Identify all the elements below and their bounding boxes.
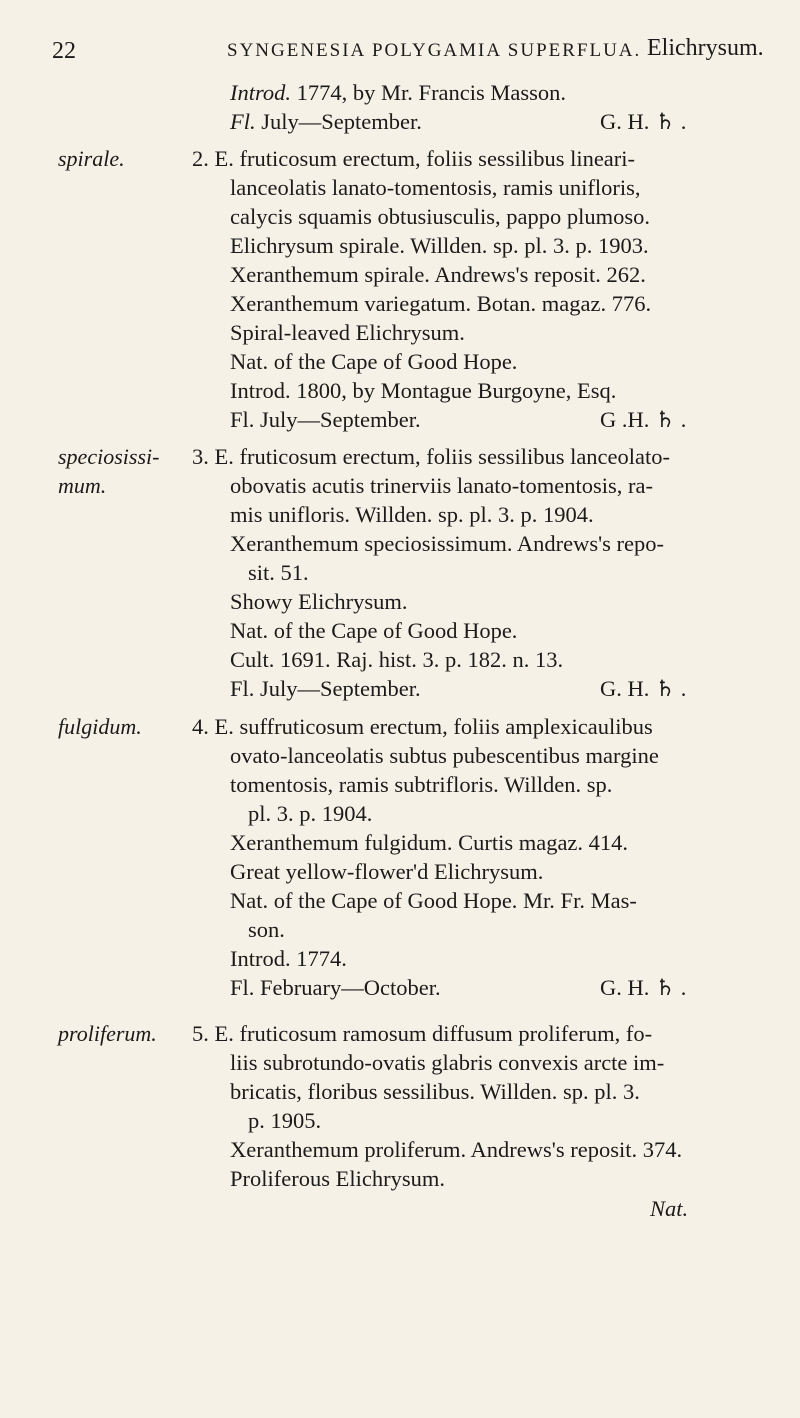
entry-line: Fl. July—September. [230, 407, 421, 432]
entry-line: ovato-lanceolatis subtus pubescentibus margine [230, 743, 659, 768]
entry-line: sit. 51. [248, 560, 309, 585]
flowering-line: Fl. July—September. [230, 109, 422, 134]
catchword: Nat. [650, 1196, 689, 1221]
entry-line: Introd. 1800, by Montague Burgoyne, Esq. [230, 378, 617, 403]
entry-line: Xeranthemum proliferum. Andrews's reposit. 374. [230, 1137, 683, 1162]
introd-line: Introd. 1774, by Mr. Francis Masson. [230, 80, 567, 105]
entry-line: Showy Elichrysum. [230, 589, 408, 614]
entry-line: mis unifloris. Willden. sp. pl. 3. p. 1904. [230, 502, 594, 527]
entry-line: Xeranthemum spirale. Andrews's reposit. 262. [230, 262, 646, 287]
cultivation-mark: G. H. ♄ . [600, 109, 687, 134]
entry-line: Elichrysum spirale. Willden. sp. pl. 3. p. 1903. [230, 233, 649, 258]
entry-line: 2. E. fruticosum erectum, foliis sessilibus lineari- [192, 146, 636, 171]
running-title: SYNGENESIA POLYGAMIA SUPERFLUA. [227, 40, 642, 61]
entry-line: bricatis, floribus sessilibus. Willden. sp. pl. 3. [230, 1079, 640, 1104]
entry-line: Introd. 1774. [230, 946, 347, 971]
entry-line: Xeranthemum fulgidum. Curtis magaz. 414. [230, 830, 629, 855]
entry-line: Nat. of the Cape of Good Hope. [230, 618, 518, 643]
entry-line: Spiral-leaved Elichrysum. [230, 320, 465, 345]
entry-line: tomentosis, ramis subtrifloris. Willden. sp. [230, 772, 613, 797]
entry-line: Cult. 1691. Raj. hist. 3. p. 182. n. 13. [230, 647, 564, 672]
species-name: speciosissi- [58, 444, 160, 469]
entry-line: Nat. of the Cape of Good Hope. Mr. Fr. Mas- [230, 888, 637, 913]
species-name: proliferum. [58, 1021, 157, 1046]
entry-line: Great yellow-flower'd Elichrysum. [230, 859, 544, 884]
cultivation-mark: G. H. ♄ . [600, 975, 687, 1000]
entry-line: Nat. of the Cape of Good Hope. [230, 349, 518, 374]
entry-line: pl. 3. p. 1904. [248, 801, 373, 826]
page-number: 22 [52, 38, 76, 64]
entry-line: Xeranthemum variegatum. Botan. magaz. 776. [230, 291, 652, 316]
entry-line: calycis squamis obtusiusculis, pappo plumoso. [230, 204, 650, 229]
entry-line: Proliferous Elichrysum. [230, 1166, 445, 1191]
entry-line: lanceolatis lanato-tomentosis, ramis unifloris, [230, 175, 641, 200]
species-name-cont: mum. [58, 473, 107, 498]
entry-line: son. [248, 917, 285, 942]
entry-line: Fl. July—September. [230, 676, 421, 701]
page-header [52, 30, 764, 70]
entry-line: obovatis acutis trinerviis lanato-tomentosis, ra- [230, 473, 654, 498]
species-name: fulgidum. [58, 714, 142, 739]
entry-line: 4. E. suffruticosum erectum, foliis amplexicaulibus [192, 714, 653, 739]
species-name: spirale. [58, 146, 125, 171]
entry-line: liis subrotundo-ovatis glabris convexis arcte im- [230, 1050, 665, 1075]
entry-line: 3. E. fruticosum erectum, foliis sessilibus lanceolato- [192, 444, 671, 469]
cultivation-mark: G. H. ♄ . [600, 676, 687, 701]
entry-line: p. 1905. [248, 1108, 322, 1133]
entry-line: 5. E. fruticosum ramosum diffusum proliferum, fo- [192, 1021, 653, 1046]
cultivation-mark: G .H. ♄ . [600, 407, 687, 432]
entry-line: Fl. February—October. [230, 975, 441, 1000]
genus-heading: Elichrysum. [647, 35, 764, 61]
entry-line: Xeranthemum speciosissimum. Andrews's repo- [230, 531, 664, 556]
